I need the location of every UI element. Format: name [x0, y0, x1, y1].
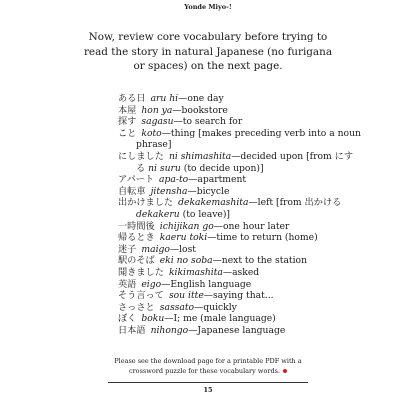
vocab-definition: —saying that...	[203, 290, 274, 302]
vocab-list	[118, 93, 408, 336]
vocab-definition: —lost	[169, 243, 196, 255]
vocab-japanese: アパート	[118, 174, 155, 186]
vocab-item	[118, 302, 408, 314]
vocab-japanese: こと	[118, 127, 137, 139]
vocab-continuation	[118, 209, 408, 221]
download-note	[108, 356, 308, 376]
vocab-definition: —quickly	[194, 301, 237, 313]
vocab-romaji: koto	[141, 127, 162, 139]
vocab-definition: —left [from 出かける	[248, 197, 342, 209]
vocab-romaji: kikimashita	[168, 266, 223, 278]
vocab-romaji: sagasu	[141, 116, 174, 128]
vocab-definition: —next to the station	[212, 255, 308, 267]
vocab-item	[118, 244, 408, 256]
vocab-definition: —one day	[178, 93, 224, 104]
running-header: Yonde Miyo-!	[184, 3, 232, 11]
vocab-romaji: sou itte	[168, 290, 204, 302]
vocab-japanese: 自転車	[118, 185, 146, 197]
vocab-item	[118, 232, 408, 244]
vocab-japanese: にしました	[118, 150, 164, 162]
vocab-item	[118, 313, 408, 325]
vocab-continuation-text: phrase]	[136, 139, 172, 151]
vocab-continuation-romaji: ni suru	[148, 162, 181, 174]
vocab-japanese: 迷子	[118, 243, 137, 255]
vocab-item	[118, 267, 408, 279]
vocab-item	[118, 290, 408, 302]
vocab-romaji: ni shimashita	[168, 150, 232, 162]
vocab-definition: —Japanese language	[188, 324, 286, 336]
vocab-continuation-romaji: dekakeru	[136, 208, 180, 220]
vocab-japanese: さっさと	[118, 301, 155, 313]
vocab-item	[118, 197, 408, 220]
vocab-japanese: 英語	[118, 278, 137, 290]
vocab-item	[118, 221, 408, 233]
vocab-romaji: jitensha	[150, 185, 188, 197]
vocab-item	[118, 186, 408, 198]
vocab-japanese: 出かけました	[118, 197, 174, 209]
vocab-japanese: 駅のそば	[118, 255, 155, 267]
vocab-romaji: maigo	[141, 243, 170, 255]
vocab-romaji: aru hi	[150, 93, 179, 104]
vocab-definition: —decided upon [from にす	[231, 150, 354, 162]
vocab-item	[118, 279, 408, 291]
vocab-definition: —bookstore	[172, 104, 228, 116]
download-note-text: Please see the download page for a printable PDF with a crossword puzzle for these vocabulary words.	[114, 357, 302, 375]
page-number: 15	[203, 386, 213, 394]
vocab-japanese: そう言って	[118, 290, 164, 302]
vocab-japanese: 本屋	[118, 104, 137, 116]
vocab-item	[118, 128, 408, 151]
vocab-continuation	[118, 163, 408, 175]
vocab-romaji: eigo	[141, 278, 162, 290]
vocab-japanese: 聞きました	[118, 266, 164, 278]
vocab-definition: —apartment	[188, 174, 247, 186]
vocab-continuation-japanese: る	[136, 162, 146, 174]
vocab-definition: —thing [makes preceding verb into a noun	[161, 127, 361, 139]
vocab-item	[118, 255, 408, 267]
vocab-japanese: 一時間後	[118, 220, 155, 232]
vocab-definition: —I; me (male language)	[164, 313, 276, 325]
vocab-continuation-text: (to decide upon)]	[183, 162, 264, 174]
vocab-romaji: apa-to	[159, 174, 189, 186]
footer-divider	[108, 382, 308, 383]
vocab-romaji: sassato	[159, 301, 195, 313]
vocab-continuation-text: (to leave)]	[182, 208, 230, 220]
red-dot-marker	[283, 369, 287, 373]
vocab-item	[118, 325, 408, 337]
vocab-item	[118, 151, 408, 174]
vocab-continuation	[118, 139, 408, 151]
vocab-definition: —asked	[222, 266, 260, 278]
vocab-japanese: 帰るとき	[118, 232, 155, 244]
intro-paragraph: Now, review core vocabulary before trying to read the story in natural Japanese (no furigana or spaces) on the next page.	[83, 31, 333, 72]
vocab-japanese: 探す	[118, 116, 137, 128]
vocab-romaji: nihongo	[150, 324, 189, 336]
vocab-item	[118, 174, 408, 186]
vocab-romaji: dekakemashita	[178, 197, 249, 209]
vocab-romaji: kaeru toki	[159, 232, 208, 244]
vocab-definition: —bicycle	[187, 185, 230, 197]
vocab-romaji: boku	[141, 313, 165, 325]
vocab-item	[118, 93, 408, 105]
vocab-japanese: ぼく	[118, 313, 137, 325]
vocab-definition: —English language	[161, 278, 252, 290]
vocab-japanese: ある日	[118, 93, 146, 104]
vocab-romaji: ichijikan go	[159, 220, 214, 232]
vocab-definition: —time to return (home)	[207, 232, 318, 244]
vocab-item	[118, 116, 408, 128]
vocab-romaji: hon ya	[141, 104, 173, 116]
vocab-item	[118, 105, 408, 117]
vocab-definition: —one hour later	[213, 220, 290, 232]
vocab-japanese: 日本語	[118, 324, 146, 336]
vocab-definition: —to search for	[173, 116, 243, 128]
vocab-romaji: eki no soba	[159, 255, 213, 267]
